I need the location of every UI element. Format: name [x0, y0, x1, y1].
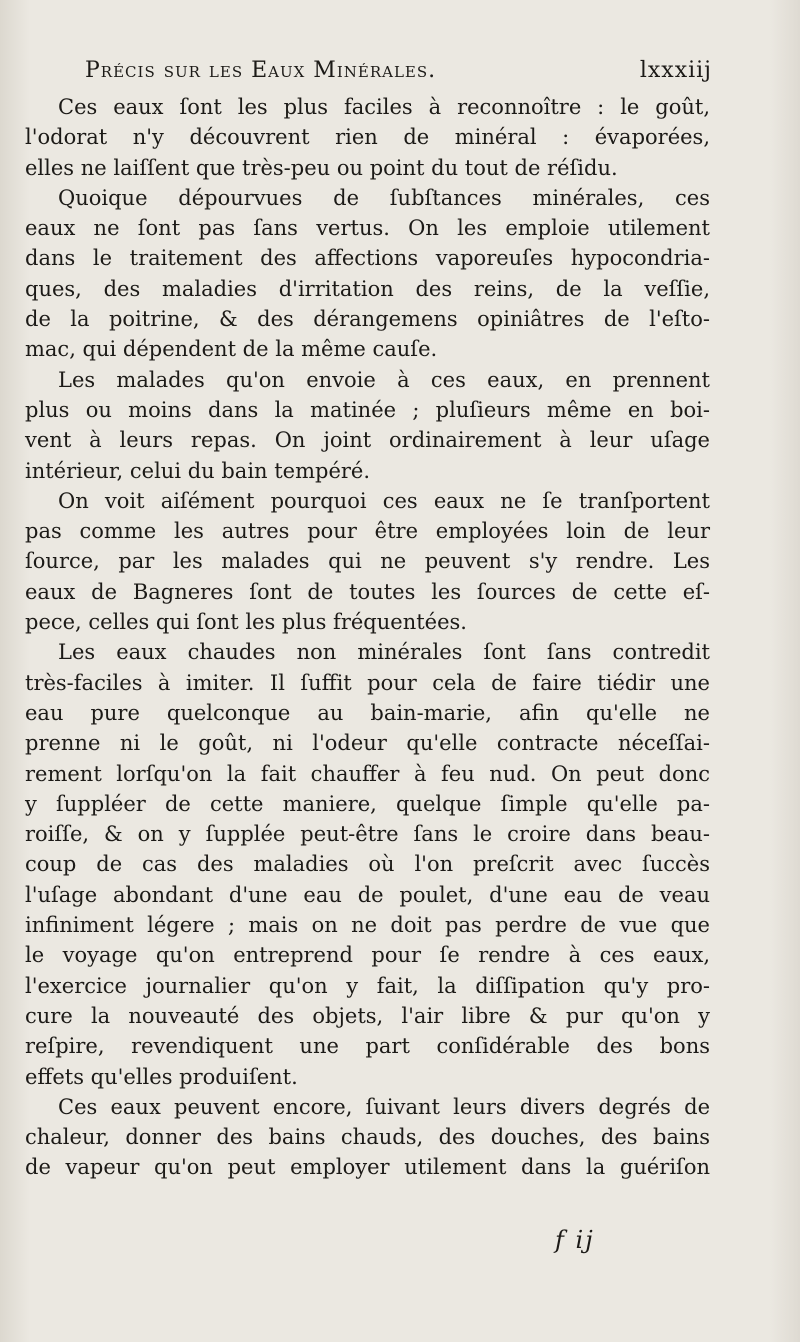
text-line: l'odorat n'y découvrent rien de minéral : évaporées,: [25, 125, 710, 150]
text-line: eaux de Bagneres ſont de toutes les ſources de cette eſ-: [25, 579, 710, 604]
text-line: vent à leurs repas. On joint ordinairement à leur uſage: [25, 428, 710, 453]
paragraph-6: [25, 1092, 710, 1183]
text-line: rement lorſqu'on la fait chauffer à feu nud. On peut donc: [25, 761, 710, 786]
text-block: [25, 58, 710, 1183]
text-line: plus ou moins dans la matinée ; pluſieurs même en boi-: [25, 397, 710, 422]
text-line: Ces eaux ſont les plus faciles à reconnoître : le goût,: [58, 95, 710, 119]
text-line: infiniment légere ; mais on ne doit pas perdre de vue que: [25, 913, 710, 938]
text-line: ſource, par les malades qui ne peuvent s'y rendre. Les: [25, 549, 710, 574]
paragraph-3: [25, 365, 710, 486]
text-line: très-faciles à imiter. Il ſuffit pour cela de faire tiédir une: [25, 670, 710, 695]
signature-mark: f ij: [555, 1226, 595, 1254]
text-line: Ces eaux peuvent encore, ſuivant leurs divers degrés de: [58, 1094, 710, 1119]
text-line: reſpire, revendiquent une part conſidérable des bons: [25, 1034, 710, 1059]
text-line: Les eaux chaudes non minérales ſont ſans contredit: [58, 640, 710, 665]
text-line: ques, des maladies d'irritation des reins, de la veſſie,: [25, 276, 710, 301]
text-line: Quoique dépourvues de ſubſtances minérales, ces: [58, 185, 710, 210]
running-head: [25, 58, 710, 90]
page-number: lxxxiij: [639, 58, 712, 83]
text-line: y ſuppléer de cette maniere, quelque ſimple qu'elle pa-: [25, 791, 710, 816]
text-line: On voit aiſément pourquoi ces eaux ne ſe tranſportent: [58, 488, 710, 513]
text-line: intérieur, celui du bain tempéré.: [25, 458, 371, 483]
text-line: pece, celles qui ſont les plus fréquentées.: [25, 610, 467, 635]
text-line: eaux ne ſont pas ſans vertus. On les emploie utilement: [25, 216, 710, 241]
paragraph-1: [25, 92, 710, 183]
text-line: elles ne laiſſent que très-peu ou point du tout de réſidu.: [25, 155, 618, 180]
text-line: de la poitrine, & des dérangemens opiniâtres de l'eſto-: [25, 307, 710, 332]
text-line: roiſſe, & on y ſupplée peut-être ſans le croire dans beau-: [25, 822, 710, 847]
running-title: Précis sur les Eaux Minérales.: [85, 58, 437, 83]
text-line: le voyage qu'on entreprend pour ſe rendre à ces eaux,: [25, 943, 710, 968]
text-line: Les malades qu'on envoie à ces eaux, en prennent: [58, 367, 710, 392]
text-line: pas comme les autres pour être employées loin de leur: [25, 519, 710, 544]
paragraph-2: [25, 183, 710, 365]
text-line: eau pure quelconque au bain-marie, afin qu'elle ne: [25, 700, 710, 725]
paragraph-4: [25, 486, 710, 637]
text-line: de vapeur qu'on peut employer utilement dans la guériſon: [25, 1155, 710, 1180]
text-line: prenne ni le goût, ni l'odeur qu'elle contracte néceſſai-: [25, 731, 710, 756]
text-line: cure la nouveauté des objets, l'air libre & pur qu'on y: [25, 1003, 710, 1028]
text-line: mac, qui dépendent de la même cauſe.: [25, 337, 438, 362]
text-line: l'exercice journalier qu'on y fait, la diſſipation qu'y pro-: [25, 973, 710, 998]
paragraph-5: [25, 637, 710, 1091]
text-line: dans le traitement des affections vaporeuſes hypocondria-: [25, 246, 710, 271]
text-line: chaleur, donner des bains chauds, des douches, des bains: [25, 1125, 710, 1150]
text-line: coup de cas des maladies où l'on preſcrit avec ſuccès: [25, 852, 710, 877]
text-line: l'uſage abondant d'une eau de poulet, d'une eau de veau: [25, 882, 710, 907]
text-line: effets qu'elles produiſent.: [25, 1064, 298, 1089]
